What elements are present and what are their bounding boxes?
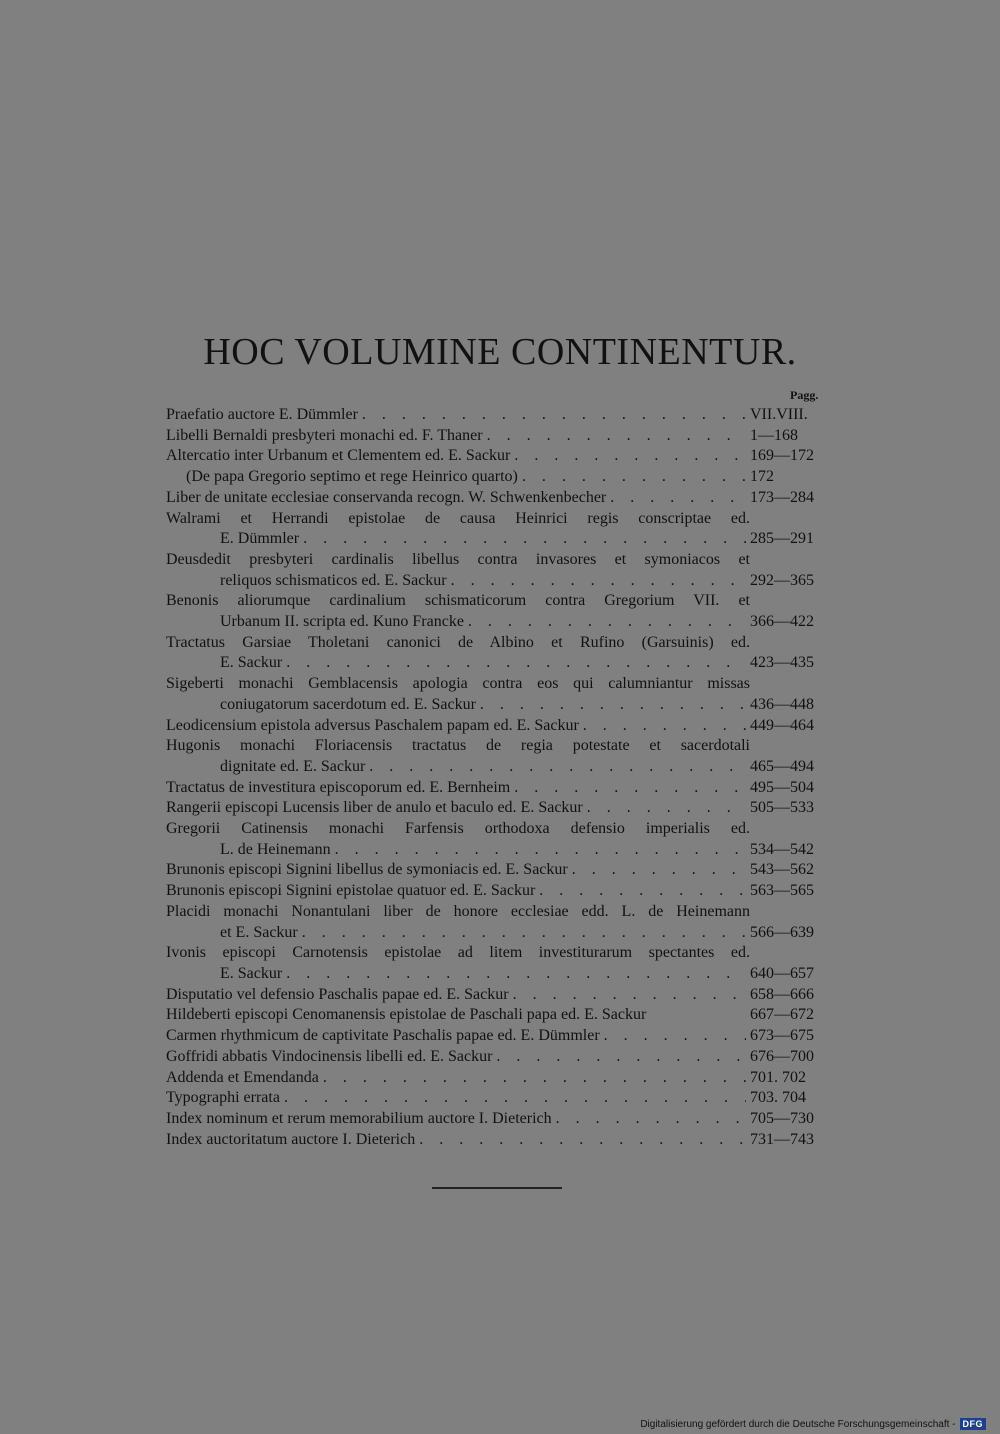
toc-entry <box>166 1109 836 1130</box>
toc-entry-line <box>166 405 836 426</box>
toc-entry-line <box>166 550 836 571</box>
toc-entry-pages: 173—284 <box>750 488 814 506</box>
toc-entry <box>166 881 836 902</box>
toc-entry-pages: 495—504 <box>750 778 814 796</box>
toc-entry-title: E. Dümmler <box>220 530 300 548</box>
toc-entry-line <box>166 840 836 861</box>
dot-leader <box>286 964 746 985</box>
toc-entry-title: L. de Heinemann <box>220 840 331 858</box>
toc-entry-pages: 701. 702 <box>750 1068 806 1086</box>
toc-entry-pages: VII.VIII. <box>750 406 808 423</box>
toc-entry-title: Carmen rhythmicum de captivitate Paschalis papae ed. E. Dümmler <box>166 1027 600 1045</box>
footer-text: Digitalisierung gefördert durch die Deutsche Forschungsgemeinschaft - <box>640 1418 956 1430</box>
toc-entry-pages: 658—666 <box>750 985 814 1003</box>
dot-leader <box>286 653 746 674</box>
dot-leader <box>513 985 746 1006</box>
toc-entry-line <box>166 964 836 985</box>
toc-entry <box>166 1026 836 1047</box>
toc-entry-title: Hugonis monachi Floriacensis tractatus de regia potestate et sacerdotali <box>166 737 750 755</box>
toc-entry-pages: 505—533 <box>750 799 814 817</box>
toc-entry-title: (De papa Gregorio septimo et rege Heinrico quarto) <box>186 468 518 486</box>
toc-entry <box>166 778 836 799</box>
toc-entry-line <box>166 488 836 509</box>
toc-entry-line <box>166 881 836 902</box>
toc-entry <box>166 902 836 943</box>
toc-entry-line <box>166 446 836 467</box>
toc-entry-pages: 449—464 <box>750 716 814 734</box>
page-title: HOC VOLUMINE CONTINENTUR. <box>203 331 797 373</box>
dot-leader <box>587 798 746 819</box>
toc-entry <box>166 1130 836 1151</box>
toc-entry-pages: 285—291 <box>750 530 814 548</box>
toc-entry-title: E. Sackur <box>220 654 283 672</box>
toc-entry-line <box>166 426 836 447</box>
toc-entry-pages: 172 <box>750 468 774 486</box>
toc-entry-line <box>166 1005 836 1026</box>
toc-entry <box>166 1088 836 1109</box>
toc-entry-line <box>166 819 836 840</box>
dot-leader <box>522 467 746 488</box>
toc-entry-pages: 366—422 <box>750 613 814 631</box>
toc-entry-pages: 423—435 <box>750 654 814 672</box>
dot-leader <box>303 529 746 550</box>
toc-entry <box>166 509 836 550</box>
toc-entry-pages: 566—639 <box>750 923 814 941</box>
dot-leader <box>362 405 746 426</box>
toc-entry-title: Deusdedit presbyteri cardinalis libellus contra invasores et symoniacos et <box>166 550 750 568</box>
toc-entry-pages: 465—494 <box>750 757 814 775</box>
dot-leader <box>583 716 746 737</box>
toc-entry-title: dignitate ed. E. Sackur <box>220 757 366 775</box>
toc-entry <box>166 736 836 777</box>
dot-leader <box>487 426 746 447</box>
dot-leader <box>419 1130 746 1151</box>
toc-entry-line <box>166 1130 836 1151</box>
toc-entry-pages: 667—672 <box>750 1006 814 1024</box>
toc-entry <box>166 1068 836 1089</box>
toc-entry-line <box>166 612 836 633</box>
toc-entry-title: Benonis aliorumque cardinalium schismaticorum contra Gregorium VII. et <box>166 592 750 610</box>
toc-entry-title: Walrami et Herrandi epistolae de causa Heinrici regis conscriptae ed. <box>166 509 750 527</box>
toc-entry-line <box>166 1026 836 1047</box>
dot-leader <box>610 488 746 509</box>
toc-entry-title: Brunonis episcopi Signini libellus de symoniacis ed. E. Sackur <box>166 861 568 879</box>
footer <box>640 1418 986 1430</box>
toc-entry-line <box>166 633 836 654</box>
toc-entry-title: coniugatorum sacerdotum ed. E. Sackur <box>220 695 476 713</box>
toc-entry-title: Tractatus Garsiae Tholetani canonici de Albino et Rufino (Garsuinis) ed. <box>166 633 750 651</box>
toc-entry-pages: 731—743 <box>750 1130 814 1148</box>
toc-entry-title: reliquos schismaticos ed. E. Sackur <box>220 571 447 589</box>
toc-entry-title: Liber de unitate ecclesiae conservanda recogn. W. Schwenkenbecher <box>166 488 607 506</box>
dot-leader <box>284 1088 746 1109</box>
toc-entry-line <box>166 1047 836 1068</box>
toc-entry-line <box>166 943 836 964</box>
toc-entry-title: Gregorii Catinensis monachi Farfensis orthodoxa defensio imperialis ed. <box>166 820 750 838</box>
toc-entry-line <box>166 674 836 695</box>
toc-entry-line <box>166 695 836 716</box>
toc-entry-line <box>166 1088 836 1109</box>
dot-leader <box>335 840 746 861</box>
toc-entry-pages: 436—448 <box>750 695 814 713</box>
dot-leader <box>539 881 746 902</box>
toc-entry-pages: 169—172 <box>750 447 814 465</box>
toc-entry <box>166 405 836 426</box>
toc-entry-line <box>166 716 836 737</box>
toc-entry-title: Altercatio inter Urbanum et Clementem ed. E. Sackur <box>166 447 511 465</box>
toc-entry <box>166 985 836 1006</box>
toc-entry <box>166 488 836 509</box>
toc-entry-pages: 676—700 <box>750 1047 814 1065</box>
toc-entry-line <box>166 798 836 819</box>
toc-entry-title: Goffridi abbatis Vindocinensis libelli ed. E. Sackur <box>166 1047 493 1065</box>
toc-entry <box>166 550 836 591</box>
toc-entry-line <box>166 591 836 612</box>
toc-entry-line <box>166 467 836 488</box>
toc-entry-title: E. Sackur <box>220 964 283 982</box>
dot-leader <box>514 446 746 467</box>
toc-entry <box>166 860 836 881</box>
toc-entry-title: Urbanum II. scripta ed. Kuno Francke <box>220 613 464 631</box>
dfg-logo: DFG <box>960 1418 987 1430</box>
toc-entry-title: Leodicensium epistola adversus Paschalem papam ed. E. Sackur <box>166 716 579 734</box>
toc-entry-line <box>166 902 836 923</box>
toc-entry <box>166 798 836 819</box>
toc-entry-title: et E. Sackur <box>220 923 298 941</box>
toc-entry-line <box>166 1068 836 1089</box>
dot-leader <box>556 1109 746 1130</box>
toc-entry <box>166 467 836 488</box>
dot-leader <box>468 612 746 633</box>
toc-entry-title: Brunonis episcopi Signini epistolae quatuor ed. E. Sackur <box>166 882 536 900</box>
toc-entry-title: Sigeberti monachi Gemblacensis apologia contra eos qui calumniantur missas <box>166 675 750 693</box>
toc-entry-title: Libelli Bernaldi presbyteri monachi ed. F. Thaner <box>166 426 483 444</box>
toc-entry-title: Disputatio vel defensio Paschalis papae ed. E. Sackur <box>166 985 509 1003</box>
dot-leader <box>514 778 746 799</box>
toc-entry-pages: 1—168 <box>750 426 798 444</box>
dot-leader <box>604 1026 746 1047</box>
toc-entry <box>166 1047 836 1068</box>
toc-entry <box>166 819 836 860</box>
toc-entry <box>166 716 836 737</box>
toc-entry-title: Ivonis episcopi Carnotensis epistolae ad litem investiturarum spectantes ed. <box>166 944 750 962</box>
pages-column-header: Pagg. <box>790 388 819 402</box>
dot-leader <box>496 1047 746 1068</box>
toc-entry-title: Placidi monachi Nonantulani liber de honore ecclesiae edd. L. de Heinemann <box>166 902 750 920</box>
toc-entry-pages: 543—562 <box>750 861 814 879</box>
toc-entry-line <box>166 653 836 674</box>
toc-entry-line <box>166 860 836 881</box>
toc-entry-title: Index nominum et rerum memorabilium auctore I. Dieterich <box>166 1109 552 1127</box>
toc-entry-pages: 292—365 <box>750 571 814 589</box>
toc-entry <box>166 1005 836 1026</box>
toc-entry-line <box>166 757 836 778</box>
toc-entry-pages: 705—730 <box>750 1109 814 1127</box>
toc-entry-pages: 563—565 <box>750 882 814 900</box>
toc-entry-line <box>166 778 836 799</box>
toc-entry-title: Hildeberti episcopi Cenomanensis epistolae de Paschali papa ed. E. Sackur <box>166 1006 647 1024</box>
toc-entry-line <box>166 985 836 1006</box>
table-of-contents <box>166 405 836 1150</box>
dot-leader <box>451 571 746 592</box>
dot-leader <box>369 757 746 778</box>
toc-entry-pages: 673—675 <box>750 1027 814 1045</box>
toc-entry-pages: 534—542 <box>750 840 814 858</box>
dot-leader <box>323 1068 746 1089</box>
toc-entry-line <box>166 509 836 530</box>
toc-entry-pages: 703. 704 <box>750 1089 806 1107</box>
toc-entry-title: Praefatio auctore E. Dümmler <box>166 406 358 423</box>
toc-entry <box>166 674 836 715</box>
toc-entry-title: Addenda et Emendanda <box>166 1068 319 1086</box>
toc-entry <box>166 633 836 674</box>
toc-entry-line <box>166 923 836 944</box>
toc-entry-title: Typographi errata <box>166 1089 280 1107</box>
toc-entry-line <box>166 736 836 757</box>
toc-entry-line <box>166 571 836 592</box>
toc-entry <box>166 426 836 447</box>
dot-leader <box>302 923 746 944</box>
toc-entry <box>166 943 836 984</box>
toc-entry-title: Rangerii episcopi Lucensis liber de anulo et baculo ed. E. Sackur <box>166 799 583 817</box>
toc-entry-line <box>166 529 836 550</box>
toc-entry <box>166 446 836 467</box>
toc-entry-title: Index auctoritatum auctore I. Dieterich <box>166 1130 416 1148</box>
toc-entry-title: Tractatus de investitura episcoporum ed. E. Bernheim <box>166 778 511 796</box>
dot-leader <box>480 695 746 716</box>
toc-entry-pages: 640—657 <box>750 964 814 982</box>
toc-entry <box>166 591 836 632</box>
toc-entry-line <box>166 1109 836 1130</box>
dot-leader <box>572 860 746 881</box>
closing-rule <box>432 1187 562 1189</box>
